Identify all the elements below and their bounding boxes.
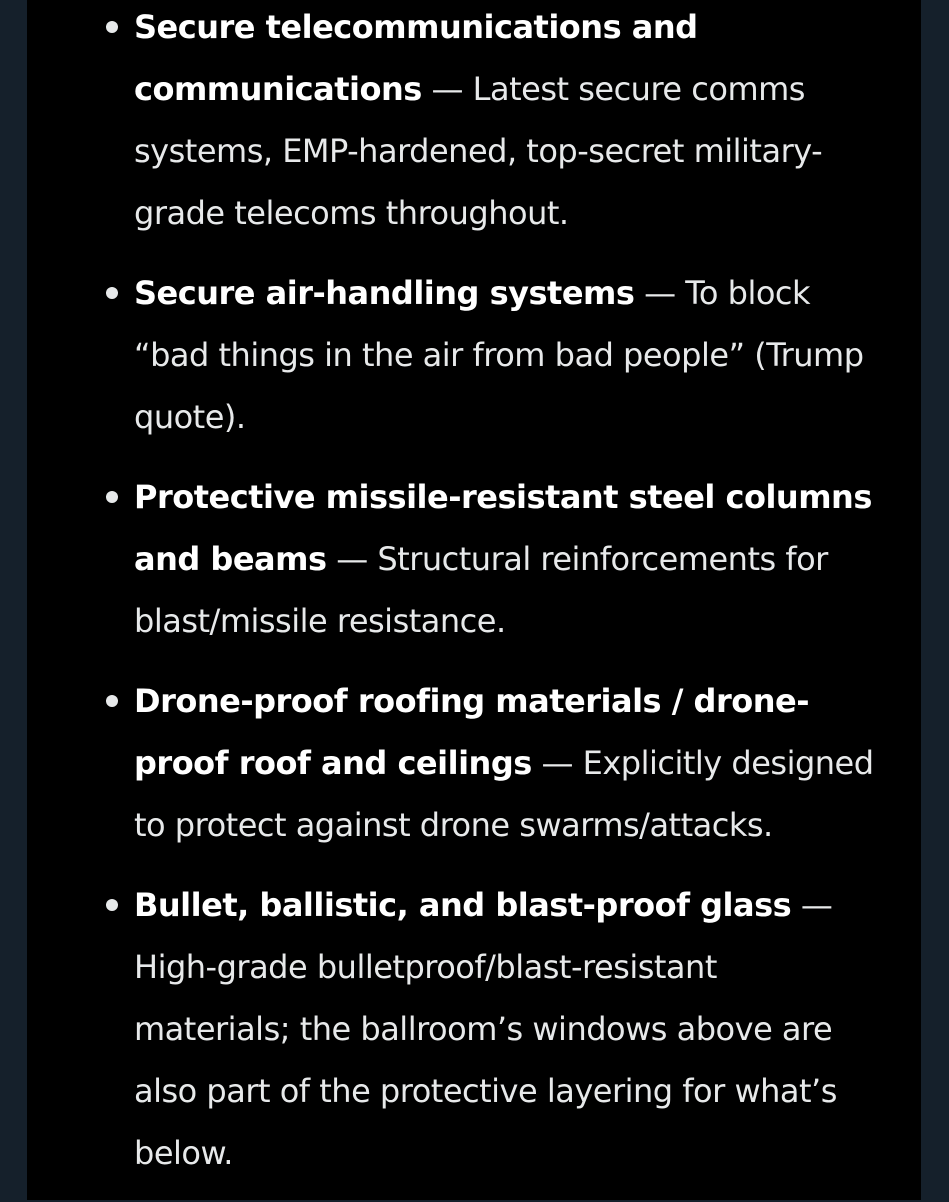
item-description: High-grade bulletproof/blast-resistant materials; the ballroom’s windows above are also part of the protective layering for what’s below.: [134, 948, 837, 1172]
item-separator: —: [421, 70, 473, 108]
item-description: Explicitly designed to protect against drone swarms/attacks.: [134, 744, 874, 844]
bullet-icon: [106, 695, 118, 707]
bullet-icon: [106, 899, 118, 911]
item-title: Bullet, ballistic, and blast-proof glass: [134, 886, 792, 924]
list-item: [27, 874, 921, 1184]
item-separator: —: [531, 744, 583, 782]
list-item: [27, 670, 921, 856]
list-item: [27, 0, 921, 244]
item-description: To block “bad things in the air from bad people” (Trump quote).: [134, 274, 864, 436]
bullet-icon: [106, 491, 118, 503]
bullet-icon: [106, 21, 118, 33]
bullet-list: [27, 0, 921, 1202]
list-item: [27, 262, 921, 448]
content-panel: [27, 0, 921, 1200]
item-title: Protective missile-resistant steel columns and beams: [134, 478, 872, 578]
bullet-icon: [106, 287, 118, 299]
item-separator: —: [791, 886, 833, 924]
item-description: Latest secure comms systems, EMP-hardened, top-secret military-grade telecoms throughout.: [134, 70, 823, 232]
item-title: Secure air-handling systems: [134, 274, 635, 312]
item-separator: —: [634, 274, 686, 312]
item-separator: —: [326, 540, 378, 578]
item-description: Structural reinforcements for blast/missile resistance.: [134, 540, 828, 640]
list-item: [27, 466, 921, 652]
item-title: Secure telecommunications and communications: [134, 8, 698, 108]
item-title: Drone-proof roofing materials / drone-proof roof and ceilings: [134, 682, 809, 782]
